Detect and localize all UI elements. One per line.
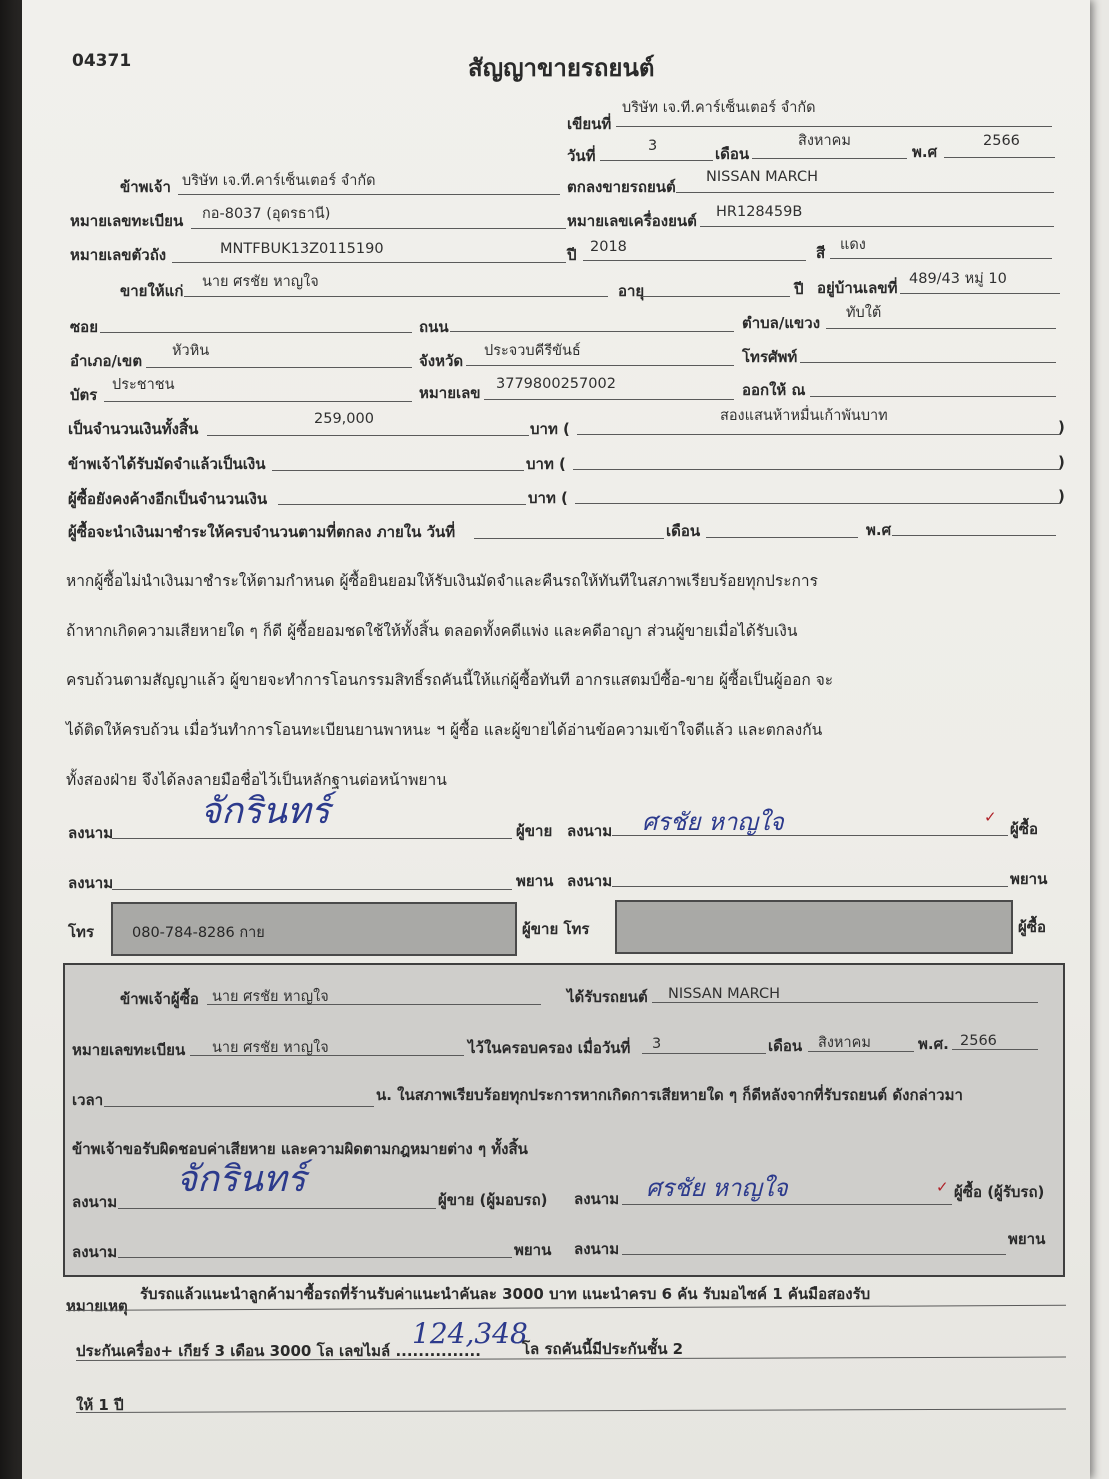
mileage-handwritten: 124,348: [412, 1317, 528, 1350]
receipt-buyer-label: ข้าพเจ้าผู้ซื้อ: [120, 990, 199, 1008]
label-tel: โทร: [68, 923, 95, 941]
label-card: บัตร: [70, 386, 98, 404]
receipt-buyer-receive: ผู้ซื้อ (ผู้รับรถ): [954, 1183, 1045, 1201]
value-year: 2018: [590, 239, 627, 255]
label-subdistrict: ตำบล/แขวง: [742, 314, 821, 332]
value-color: แดง: [840, 237, 866, 253]
close-paren-3: ): [1058, 487, 1065, 505]
receipt-sign-seller-label: ลงนาม: [72, 1193, 118, 1211]
check-mark-1: ✓: [984, 808, 997, 826]
seller-signature: จักรินทร์: [200, 791, 330, 832]
receipt-sign-witness-1: ลงนาม: [72, 1243, 118, 1261]
label-age: อายุ: [618, 282, 645, 300]
receipt-buyer-name: นาย ศรชัย หาญใจ: [212, 989, 329, 1005]
label-i: ข้าพเจ้า: [120, 178, 171, 196]
label-reg-no: หมายเลขทะเบียน: [70, 212, 184, 230]
label-chassis-no: หมายเลขตัวถัง: [70, 246, 167, 264]
receipt-be-year: 2566: [960, 1033, 997, 1049]
receipt-time-label: เวลา: [72, 1091, 104, 1109]
value-district: หัวหิน: [172, 343, 210, 359]
label-sign-buyer: ลงนาม: [567, 822, 613, 840]
label-pay-month: เดือน: [666, 522, 701, 540]
label-month: เดือน: [715, 145, 750, 163]
value-province: ประจวบคีรีขันธ์: [484, 343, 581, 359]
receipt-buyer-signature: ศรชัย หาญใจ: [646, 1174, 788, 1202]
receipt-seller-signature: จักรินทร์: [176, 1159, 306, 1200]
value-amount-text: สองแสนห้าหมื่นเก้าพันบาท: [720, 408, 888, 424]
contract-page: [22, 0, 1090, 1479]
label-day: วันที่: [567, 147, 596, 165]
close-paren-1: ): [1058, 418, 1065, 436]
terms-line-1: หากผู้ซื้อไม่นำเงินมาชำระให้ตามกำหนด ผู้ซื้อยินยอมให้รับเงินมัดจำและคืนรถให้ทันทีในสภาพเรียบร้อยทุกประการ: [66, 572, 818, 590]
receipt-witness-2: พยาน: [1008, 1230, 1046, 1248]
label-sell-to: ขายให้แก่: [120, 282, 184, 300]
label-years: ปี: [794, 280, 804, 298]
label-seller-tel: ผู้ขาย โทร: [522, 920, 590, 938]
receipt-received-label: ได้รับรถยนต์: [567, 988, 648, 1006]
label-district: อำเภอ/เขต: [70, 352, 143, 370]
label-house-no: อยู่บ้านเลขที่: [817, 279, 898, 297]
label-buyer-1: ผู้ซื้อ: [1010, 820, 1038, 838]
value-engine-no: HR128459B: [716, 204, 803, 220]
label-buyer-tel: ผู้ซื้อ: [1018, 918, 1046, 936]
terms-line-5: ทั้งสองฝ่าย จึงได้ลงลายมือชื่อไว้เป็นหลักฐานต่อหน้าพยาน: [66, 771, 447, 789]
value-month: สิงหาคม: [798, 133, 851, 149]
label-sign-witness-1: ลงนาม: [68, 874, 114, 892]
label-witness-2: พยาน: [1010, 870, 1048, 888]
value-car-model: NISSAN MARCH: [706, 169, 818, 185]
buyer-phone-box: [615, 900, 1013, 954]
document-number: 04371: [72, 51, 132, 71]
receipt-possess-label: ไว้ในครอบครอง เมื่อวันที่: [468, 1039, 631, 1057]
value-id-number: 3779800257002: [496, 376, 616, 392]
check-mark-2: ✓: [936, 1178, 949, 1196]
label-sign-seller: ลงนาม: [68, 824, 114, 842]
value-reg-no: กอ-8037 (อุดรธานี): [202, 206, 331, 222]
label-issued-at: ออกให้ ณ: [742, 381, 806, 399]
label-total-amount: เป็นจำนวนเงินทั้งสิ้น: [68, 420, 199, 438]
label-province: จังหวัด: [419, 352, 464, 370]
buyer-signature: ศรชัย หาญใจ: [642, 808, 784, 836]
value-subdistrict: ทับใต้: [846, 305, 882, 321]
remarks-line-2-post: โล รถคันนี้มีประกันชั้น 2: [522, 1340, 684, 1358]
label-year: ปี: [567, 246, 577, 264]
receipt-reg-label: หมายเลขทะเบียน: [72, 1041, 186, 1059]
receipt-month: สิงหาคม: [818, 1035, 871, 1051]
label-baht-3: บาท (: [528, 489, 568, 507]
label-witness-1: พยาน: [516, 872, 554, 890]
value-card-type: ประชาชน: [112, 377, 175, 393]
label-be-year: พ.ศ: [912, 143, 938, 161]
label-pay-within: ผู้ซื้อจะนำเงินมาชำระให้ครบจำนวนตามที่ตกลง ภายใน วันที่: [68, 523, 456, 541]
receipt-day: 3: [652, 1036, 662, 1052]
value-house-no: 489/43 หมู่ 10: [909, 271, 1007, 287]
terms-line-3: ครบถ้วนตามสัญญาแล้ว ผู้ขายจะทำการโอนกรรมสิทธิ์รถคันนี้ให้แก่ผู้ซื้อทันที อากรแสตมป์ซื้อ-ขาย ผู้ซื้อเป็นผู้ออก จะ: [66, 671, 834, 689]
label-deposit: ข้าพเจ้าได้รับมัดจำแล้วเป็นเงิน: [68, 455, 266, 473]
receipt-month-label: เดือน: [768, 1037, 803, 1055]
remarks-line-2-pre: ประกันเครื่อง+ เกียร์ 3 เดือน 3000 โล เลขไมล์ ...............: [76, 1342, 481, 1360]
vehicle-receipt-section: [63, 963, 1065, 1277]
remarks-line-1: รับรถแล้วแนะนำลูกค้ามาซื้อรถที่ร้านรับค่าแนะนำคันละ 3000 บาท แนะนำครบ 6 คัน รับมอไซค์ 1 คันมือสองรับ: [140, 1285, 871, 1303]
label-baht-2: บาท (: [526, 455, 566, 473]
label-soi: ซอย: [70, 318, 98, 336]
value-chassis-no: MNTFBUK13Z0115190: [220, 241, 384, 257]
label-written-at: เขียนที่: [567, 115, 612, 133]
close-paren-2: ): [1058, 453, 1065, 471]
label-sign-witness-2: ลงนาม: [567, 872, 613, 890]
label-pay-be-year: พ.ศ: [866, 521, 892, 539]
terms-line-2: ถ้าหากเกิดความเสียหายใด ๆ ก็ดี ผู้ซื้อยอมชดใช้ให้ทั้งสิ้น ตลอดทั้งคดีแพ่ง และคดีอาญา ส่วนผู้ขายเมื่อได้รับเงิน: [66, 622, 798, 640]
remarks-line-3: ให้ 1 ปี: [76, 1396, 124, 1414]
value-seller-name: บริษัท เจ.ที.คาร์เซ็นเตอร์ จำกัด: [182, 173, 376, 189]
label-engine-no: หมายเลขเครื่องยนต์: [567, 212, 697, 230]
label-remaining: ผู้ซื้อยังคงค้างอีกเป็นจำนวนเงิน: [68, 490, 268, 508]
label-agree-sell: ตกลงขายรถยนต์: [567, 178, 676, 196]
value-seller-phone: 080-784-8286 กาย: [132, 925, 265, 941]
label-seller-1: ผู้ขาย: [516, 822, 553, 840]
receipt-sign-witness-2: ลงนาม: [574, 1240, 620, 1258]
value-be-year: 2566: [983, 133, 1020, 149]
label-phone: โทรศัพท์: [742, 348, 798, 366]
value-day: 3: [648, 138, 658, 154]
receipt-witness-1: พยาน: [514, 1241, 552, 1259]
label-road: ถนน: [419, 318, 449, 336]
value-amount: 259,000: [314, 411, 374, 427]
terms-line-4: ได้ติดให้ครบถ้วน เมื่อวันทำการโอนทะเบียนยานพาหนะ ฯ ผู้ซื้อ และผู้ขายได้อ่านข้อความเข้าใจดีแล้ว และตกลงกัน: [66, 721, 823, 739]
label-baht-1: บาท (: [530, 420, 570, 438]
receipt-reg-value: นาย ศรชัย หาญใจ: [212, 1040, 329, 1056]
receipt-sign-buyer-label: ลงนาม: [574, 1190, 620, 1208]
document-title: สัญญาขายรถยนต์: [468, 54, 655, 82]
label-id-number: หมายเลข: [419, 384, 481, 402]
value-written-at: บริษัท เจ.ที.คาร์เซ็นเตอร์ จำกัด: [622, 100, 816, 116]
remarks-label: หมายเหตุ: [66, 1297, 128, 1315]
value-buyer-name: นาย ศรชัย หาญใจ: [202, 274, 319, 290]
label-color: สี: [816, 244, 826, 262]
receipt-seller-deliver: ผู้ขาย (ผู้มอบรถ): [438, 1191, 548, 1209]
receipt-condition-text: น. ในสภาพเรียบร้อยทุกประการหากเกิดการเสียหายใด ๆ ก็ดีหลังจากที่รับรถยนต์ ดังกล่าวมา: [376, 1086, 963, 1104]
receipt-car-model: NISSAN MARCH: [668, 986, 780, 1002]
receipt-be-label: พ.ศ.: [918, 1035, 949, 1053]
receipt-responsibility-text: ข้าพเจ้าขอรับผิดชอบค่าเสียหาย และความผิดตามกฎหมายต่าง ๆ ทั้งสิ้น: [72, 1140, 528, 1158]
